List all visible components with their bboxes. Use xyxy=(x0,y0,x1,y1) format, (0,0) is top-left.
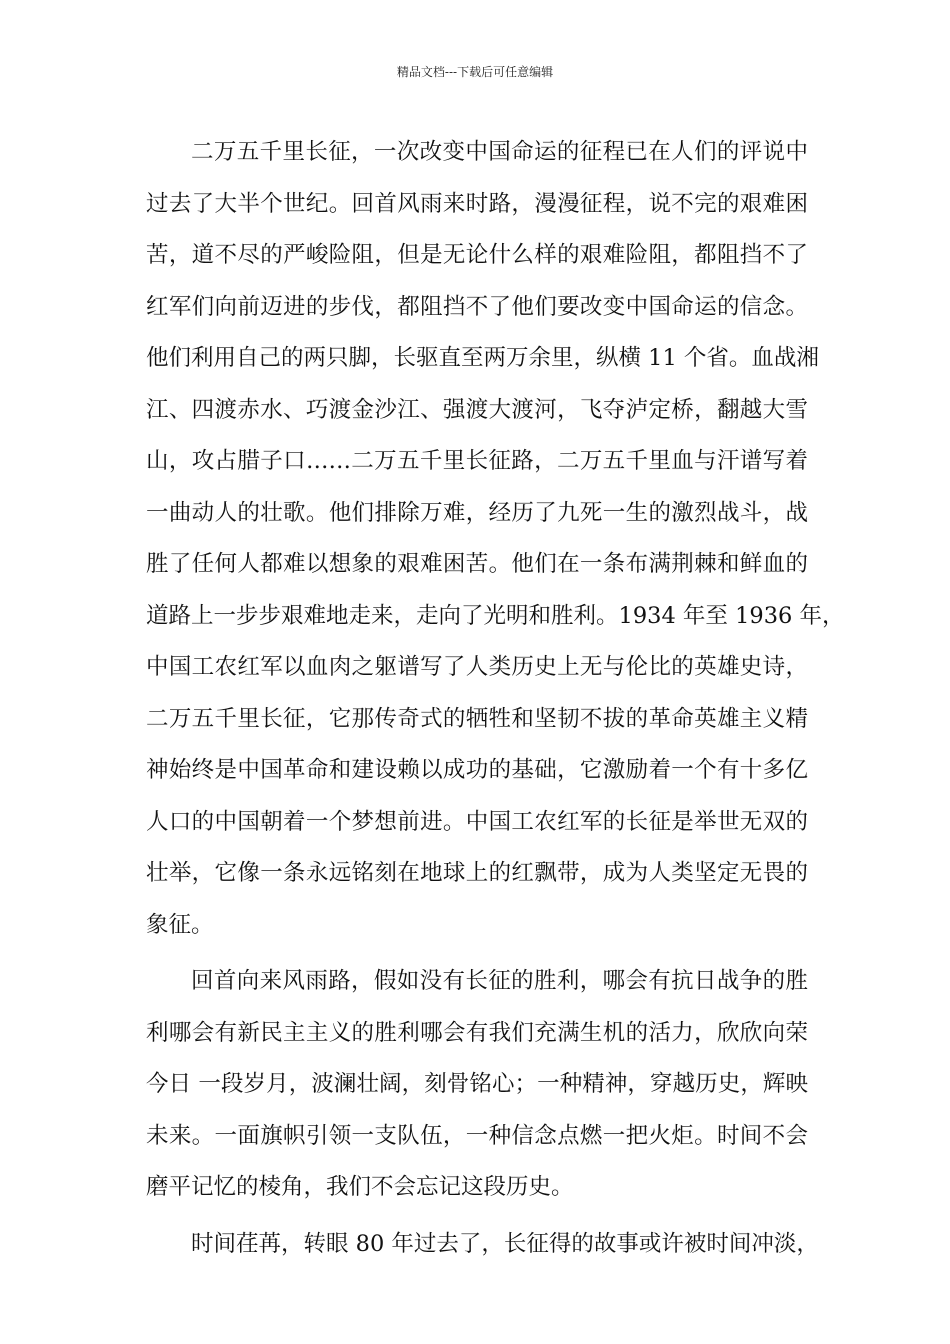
text-line: 江、四渡赤水、巧渡金沙江、强渡大渡河，飞夺泸定桥，翻越大雪 xyxy=(146,396,808,423)
text-line: 过去了大半个世纪。回首风雨来时路，漫漫征程，说不完的艰难困 xyxy=(146,190,808,217)
text-line: 道路上一步步艰难地走来，走向了光明和胜利。1934 年至 1936 年， xyxy=(146,602,845,629)
text-line: 他们利用自己的两只脚，长驱直至两万余里，纵横 11 个省。血战湘 xyxy=(146,345,819,371)
text-line: 磨平记忆的棱角，我们不会忘记这段历史。 xyxy=(146,1174,574,1200)
paragraph xyxy=(146,959,808,1217)
text-line: 未来。一面旗帜引领一支队伍，一种信念点燃一把火炬。时间不会 xyxy=(146,1122,808,1149)
text-line: 象征。 xyxy=(146,911,214,938)
text-line: 今日 一段岁月，波澜壮阔，刻骨铭心；一种精神，穿越历史，辉映 xyxy=(146,1071,808,1097)
text-line: 神始终是中国革命和建设赖以成功的基础，它激励着一个有十多亿 xyxy=(146,757,808,783)
text-line: 一曲动人的壮歌。他们排除万难，经历了九死一生的激烈战斗，战 xyxy=(146,499,808,526)
text-line: 苦，道不尽的严峻险阻，但是无论什么样的艰难险阻，都阻挡不了 xyxy=(146,242,808,268)
text-line: 山，攻占腊子口……二万五千里长征路，二万五千里血与汗谱写着 xyxy=(146,448,808,474)
text-line: 回首向来风雨路，假如没有长征的胜利，哪会有抗日战争的胜 xyxy=(191,968,808,994)
text-line: 红军们向前迈进的步伐，都阻挡不了他们要改变中国命运的信念。 xyxy=(146,293,808,320)
text-line: 利哪会有新民主主义的胜利哪会有我们充满生机的活力，欣欣向荣 xyxy=(146,1019,808,1046)
paragraph xyxy=(146,130,845,954)
document-body xyxy=(146,130,845,1273)
text-line: 胜了任何人都难以想象的艰难困苦。他们在一条布满荆棘和鲜血的 xyxy=(146,551,808,577)
paragraph xyxy=(146,1222,819,1274)
text-line: 中国工农红军以血肉之躯谱写了人类历史上无与伦比的英雄史诗， xyxy=(146,654,808,680)
text-line: 人口的中国朝着一个梦想前进。中国工农红军的长征是举世无双的 xyxy=(146,808,808,835)
page-header: 精品文档---下载后可任意编辑 xyxy=(396,65,554,79)
text-line: 二万五千里长征，它那传奇式的牺牲和坚韧不拔的革命英雄主义精 xyxy=(146,705,808,732)
text-line: 壮举，它像一条永远铭刻在地球上的红飘带，成为人类坚定无畏的 xyxy=(146,860,808,886)
text-line: 时间荏苒，转眼 80 年过去了，长征得的故事或许被时间冲淡， xyxy=(191,1230,819,1257)
text-line: 二万五千里长征，一次改变中国命运的征程已在人们的评说中 xyxy=(191,139,808,165)
